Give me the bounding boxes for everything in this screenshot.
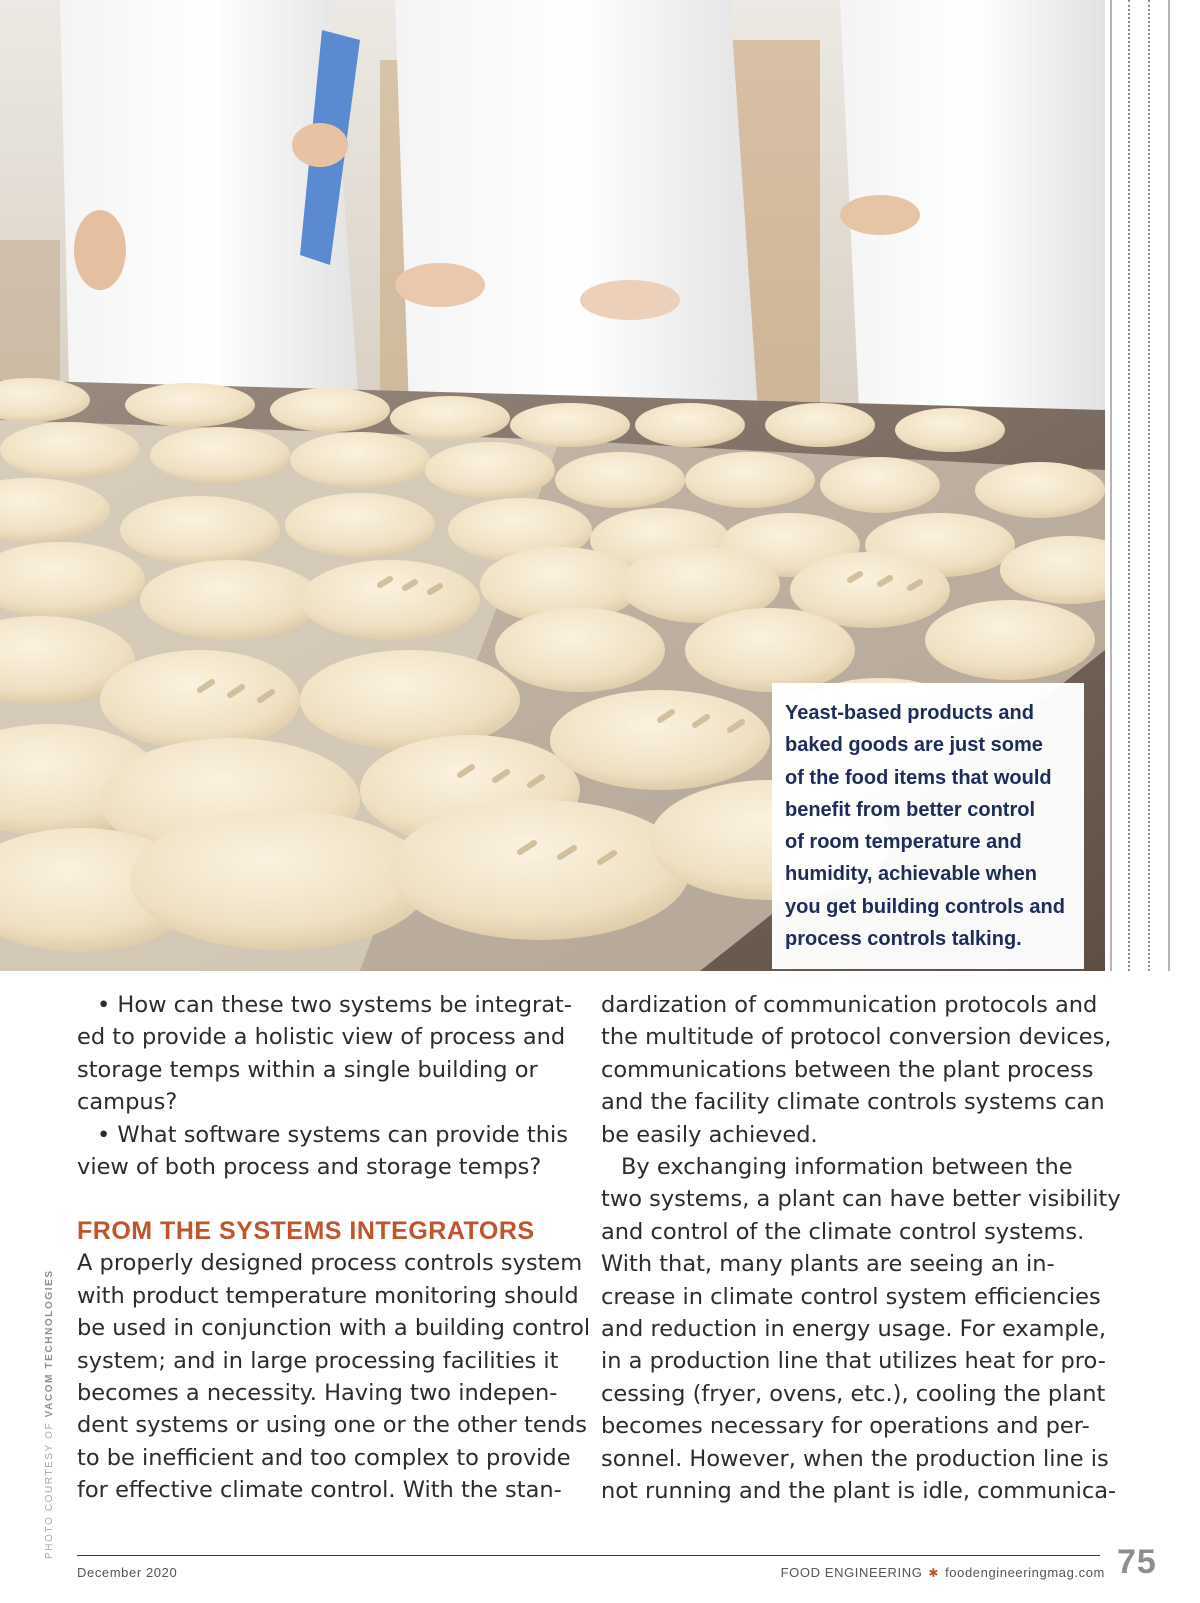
body-line: with product temperature monitoring should xyxy=(77,1282,579,1309)
bullet-line: • How can these two systems be integrat- xyxy=(97,992,572,1018)
bullet-line: storage temps within a single building or xyxy=(77,1056,538,1083)
body-line: be easily achieved. xyxy=(601,1121,818,1148)
caption-line: Yeast-based products and xyxy=(785,702,1034,724)
website-link[interactable]: foodengineeringmag.com xyxy=(945,1565,1105,1580)
body-line: crease in climate control system efficiencies xyxy=(601,1283,1101,1310)
body-line: becomes a necessity. Having two indepen- xyxy=(77,1380,558,1407)
issue-date: December 2020 xyxy=(77,1565,178,1580)
photo-credit xyxy=(44,1269,55,1559)
footer-publication xyxy=(781,1565,1105,1580)
edge-rule-dotted xyxy=(1128,0,1130,971)
bullet-line: • What software systems can provide this xyxy=(97,1121,568,1148)
body-line: and reduction in energy usage. For example, xyxy=(601,1316,1106,1343)
caption-line: of the food items that would xyxy=(785,766,1052,789)
left-column xyxy=(77,989,591,1507)
body-line: dent systems or using one or the other tends xyxy=(77,1412,587,1439)
body-line: for effective climate control. With the stan- xyxy=(77,1477,562,1504)
caption-line: of room temperature and xyxy=(785,831,1022,854)
body-line: A properly designed process controls system xyxy=(77,1250,583,1277)
edge-rule-solid xyxy=(1110,0,1112,971)
caption-line: process controls talking. xyxy=(785,928,1022,951)
publication-name: FOOD ENGINEERING xyxy=(780,1565,923,1580)
body-line: be used in conjunction with a building control xyxy=(77,1315,591,1342)
body-line: dardization of communication protocols and xyxy=(601,992,1098,1018)
body-line: communications between the plant process xyxy=(601,1056,1094,1083)
footer-rule xyxy=(77,1555,1100,1556)
photo-caption xyxy=(785,697,1075,955)
credit-source: VACOM TECHNOLOGIES xyxy=(44,1269,55,1418)
body-line: sonnel. However, when the production line is xyxy=(601,1445,1109,1472)
body-line: and the facility climate controls systems can xyxy=(601,1089,1105,1116)
body-line: With that, many plants are seeing an in- xyxy=(601,1251,1055,1278)
bullet-line: campus? xyxy=(77,1089,178,1116)
body-line: system; and in large processing facilities it xyxy=(77,1347,559,1374)
caption-line: baked goods are just some xyxy=(785,734,1043,757)
body-line: the multitude of protocol conversion devices, xyxy=(601,1024,1112,1051)
bullet-line: view of both process and storage temps? xyxy=(77,1154,542,1181)
body-line: to be inefficient and too complex to provide xyxy=(77,1444,571,1471)
body-line: in a production line that utilizes heat for pro- xyxy=(601,1348,1106,1375)
asterisk-separator-icon: ✱ xyxy=(928,1566,940,1580)
caption-line: humidity, achievable when xyxy=(785,863,1037,886)
body-line: becomes necessary for operations and per- xyxy=(601,1413,1090,1440)
section-heading: FROM THE SYSTEMS INTEGRATORS xyxy=(77,1217,535,1246)
edge-rule-dotted xyxy=(1148,0,1150,971)
bullet-line: ed to provide a holistic view of process and xyxy=(77,1024,566,1051)
edge-rule-solid xyxy=(1168,0,1170,971)
body-line: not running and the plant is idle, communica- xyxy=(601,1478,1117,1505)
body-line: and control of the climate control systems. xyxy=(601,1218,1085,1245)
body-line: By exchanging information between the xyxy=(621,1154,1073,1181)
caption-line: benefit from better control xyxy=(785,798,1036,821)
caption-line: you get building controls and xyxy=(785,895,1065,918)
body-line: cessing (fryer, ovens, etc.), cooling the plant xyxy=(601,1380,1106,1407)
page-number: 75 xyxy=(1117,1543,1157,1581)
credit-prefix: PHOTO COURTESY OF xyxy=(44,1417,55,1559)
body-line: two systems, a plant can have better visibility xyxy=(601,1186,1121,1213)
right-column xyxy=(601,989,1121,1508)
